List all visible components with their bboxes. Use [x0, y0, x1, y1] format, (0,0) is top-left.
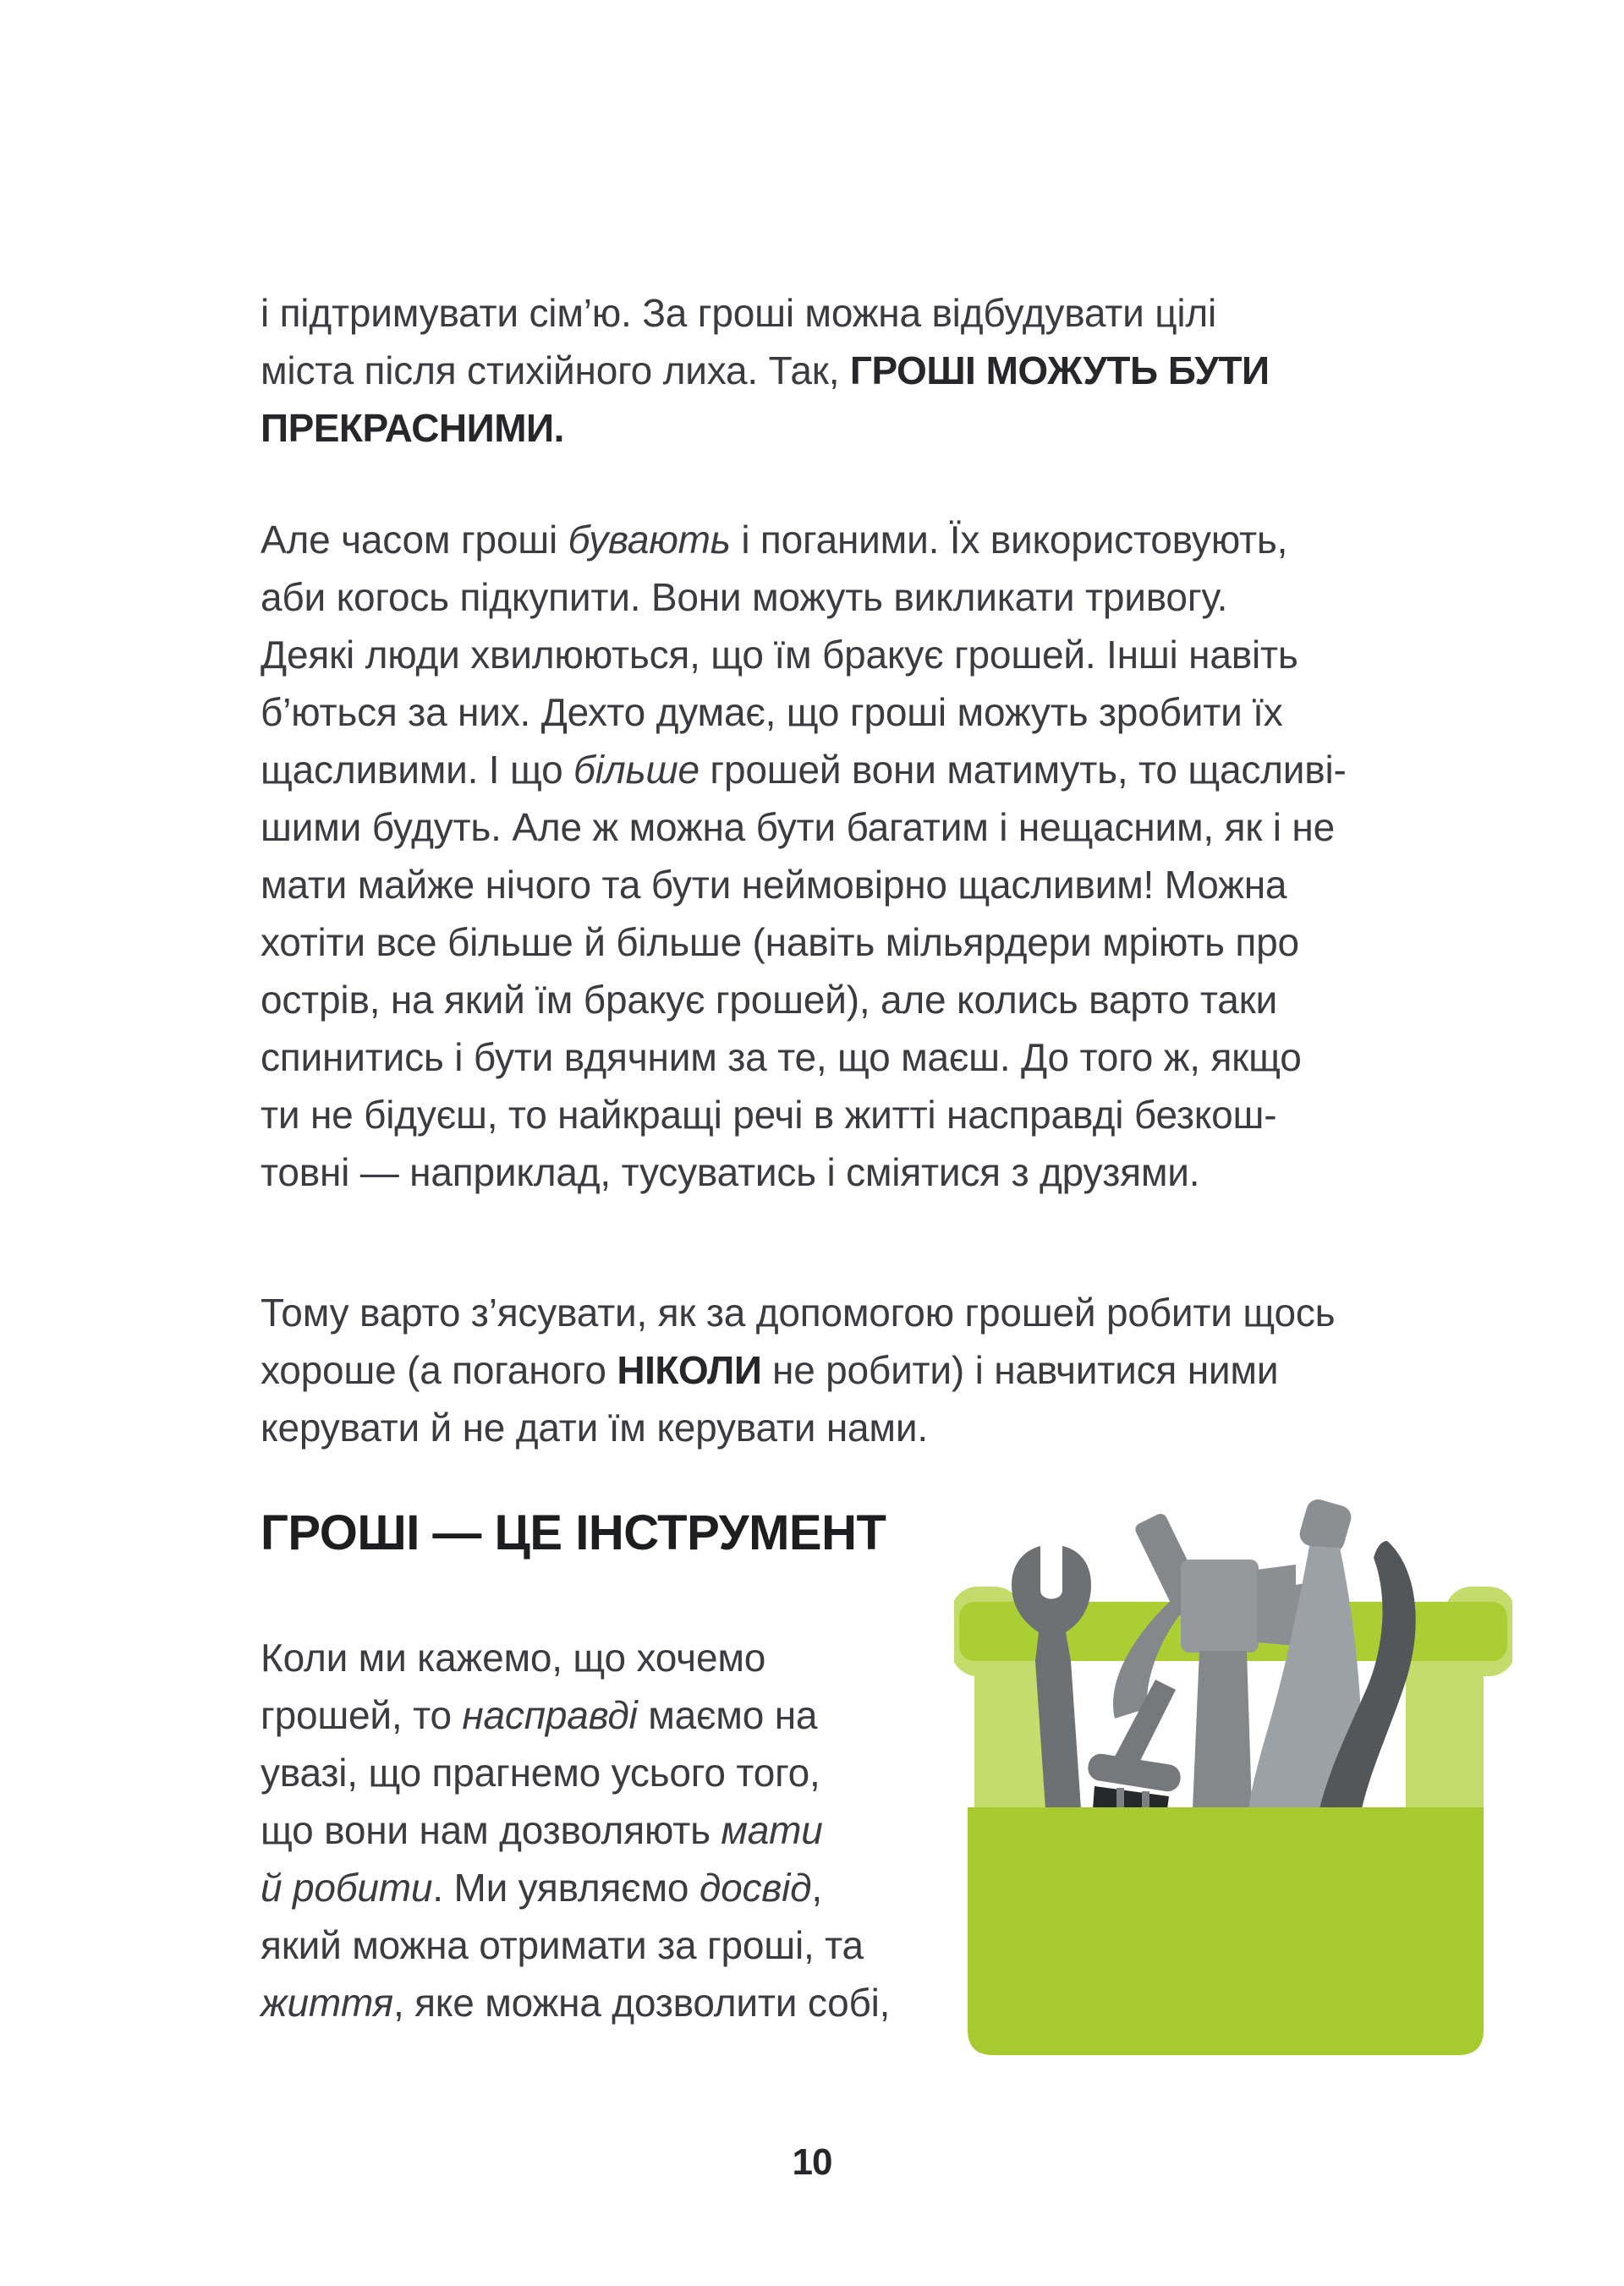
- text-segment: мати майже нічого та бути неймовірно щасливим! Можна: [261, 863, 1287, 907]
- paragraph-money-can-be-bad: [261, 511, 1385, 1201]
- toolbox-body: [968, 1807, 1484, 2055]
- section-money-is-a-tool: [261, 1504, 1512, 2063]
- text-line: [261, 511, 1385, 568]
- page-footer: [0, 2141, 1624, 2184]
- text-segment: міста після стихійного лиха. Так,: [261, 348, 850, 392]
- text-segment: Коли ми кажемо, що хочемо: [261, 1636, 766, 1680]
- text-segment-italic: бувають: [568, 518, 731, 562]
- text-segment-display: ПРЕКРАСНИМИ.: [261, 406, 564, 450]
- text-segment: хороше (а поганого: [261, 1348, 617, 1392]
- text-segment: маємо на: [637, 1693, 818, 1737]
- saw-knob: [1297, 1497, 1353, 1555]
- hammer-handle: [1193, 1651, 1252, 1809]
- text-segment: і підтримувати сім’ю. За гроші можна відбудувати цілі: [261, 291, 1217, 335]
- text-segment: ,: [811, 1866, 822, 1910]
- text-segment: спинитись і бути вдячним за те, що маєш. До того ж, якщо: [261, 1035, 1302, 1079]
- text-segment: який можна отримати за гроші, та: [261, 1923, 864, 1967]
- text-line: [261, 856, 1385, 913]
- text-line: [261, 1916, 920, 1974]
- text-segment: . Ми уявляємо: [432, 1866, 700, 1910]
- text-segment: Тому варто з’ясувати, як за допомогою грошей робити щось: [261, 1291, 1336, 1335]
- paragraph-learn-to-manage-money: [261, 1284, 1385, 1456]
- text-segment: керувати й не дати їм керувати нами.: [261, 1406, 928, 1450]
- page-number: 10: [792, 2141, 832, 2183]
- text-line: [261, 1744, 920, 1801]
- text-segment: шими будуть. Але ж можна бути багатим і нещасним, як і не: [261, 805, 1335, 849]
- text-segment-italic: життя: [261, 1981, 393, 2025]
- text-line: [261, 1341, 1385, 1399]
- text-line: [261, 1974, 920, 2031]
- text-line: [261, 399, 1385, 457]
- text-line: [261, 1086, 1385, 1143]
- text-line: [261, 1284, 1385, 1341]
- toolbox-svg: [954, 1458, 1512, 2058]
- text-segment: ти не бідуєш, то найкращі речі в житті насправді безкош-: [261, 1093, 1277, 1137]
- text-segment: увазі, що прагнемо усього того,: [261, 1751, 820, 1795]
- paragraph-money-can-be-wonderful: [261, 284, 1385, 457]
- text-line: [261, 342, 1385, 399]
- text-segment: хотіти все більше й більше (навіть мільярдери мріють про: [261, 920, 1299, 964]
- text-column: [261, 284, 1512, 2063]
- text-segment-italic: насправді: [462, 1693, 638, 1737]
- text-segment: не робити) і навчитися ними: [761, 1348, 1279, 1392]
- text-segment-italic: й робити: [261, 1866, 433, 1910]
- text-line: [261, 1801, 920, 1859]
- text-line: [261, 1686, 920, 1744]
- text-segment: товні — наприклад, тусуватись і сміятися з друзями.: [261, 1150, 1200, 1194]
- text-segment: грошей, то: [261, 1693, 463, 1737]
- text-line: [261, 1859, 920, 1916]
- screwdriver-handle-stripe: [1116, 1788, 1124, 1809]
- text-line: [261, 683, 1385, 741]
- text-segment-italic: досвід: [699, 1866, 812, 1910]
- text-segment: Деякі люди хвилюються, що їм бракує грошей. Інші навіть: [261, 633, 1298, 677]
- section-text-column: [261, 1504, 954, 2031]
- text-line: [261, 1629, 920, 1686]
- paragraph-when-we-say-we-want-money: [261, 1629, 920, 2031]
- text-line: [261, 1399, 1385, 1456]
- text-line: [261, 971, 1385, 1028]
- text-line: [261, 741, 1385, 798]
- toolbox-illustration: [954, 1458, 1512, 2063]
- text-segment-italic: мати: [721, 1808, 823, 1852]
- text-line: [261, 1028, 1385, 1086]
- text-segment: щасливими. І що: [261, 748, 574, 792]
- text-segment: , яке можна дозволити собі,: [392, 1981, 891, 2025]
- text-segment: і поганими. Їх використовують,: [730, 518, 1288, 562]
- section-heading: ГРОШІ — ЦЕ ІНСТРУМЕНТ: [261, 1505, 886, 1560]
- text-segment: Але часом гроші: [261, 518, 568, 562]
- screwdriver-handle-stripe: [1142, 1791, 1149, 1809]
- text-segment: острів, на який їм бракує грошей), але колись варто таки: [261, 978, 1278, 1022]
- text-segment-display: НІКОЛИ: [617, 1348, 762, 1392]
- text-line: [261, 568, 1385, 626]
- text-segment: що вони нам дозволяють: [261, 1808, 721, 1852]
- text-segment: грошей вони матимуть, то щасливі-: [699, 748, 1347, 792]
- text-segment-display: ГРОШІ МОЖУТЬ БУТИ: [849, 348, 1270, 392]
- text-line: [261, 1143, 1385, 1201]
- text-line: [261, 626, 1385, 683]
- text-segment: аби когось підкупити. Вони можуть викликати тривогу.: [261, 575, 1228, 619]
- text-segment-italic: більше: [573, 748, 700, 792]
- text-segment: б’ються за них. Дехто думає, що гроші можуть зробити їх: [261, 690, 1283, 734]
- text-line: [261, 284, 1385, 342]
- text-line: [261, 798, 1385, 856]
- hammer-head: [1181, 1560, 1259, 1653]
- text-line: [261, 913, 1385, 971]
